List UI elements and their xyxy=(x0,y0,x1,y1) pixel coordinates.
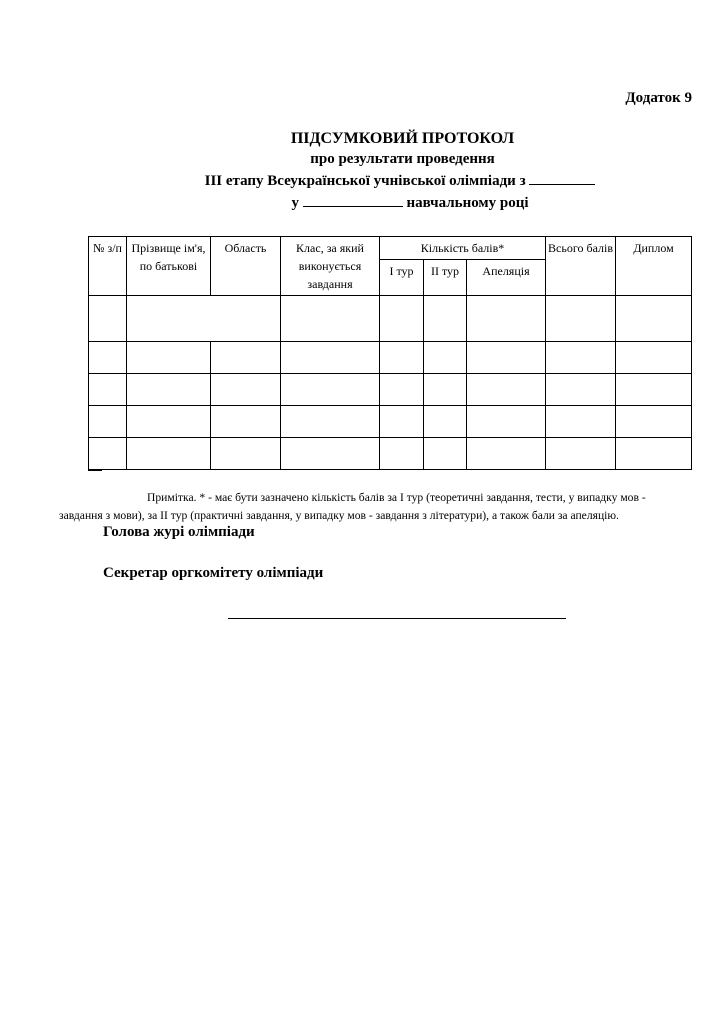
signature-line[interactable] xyxy=(228,618,566,619)
table-cell[interactable] xyxy=(467,296,546,342)
table-cell[interactable] xyxy=(211,438,281,470)
title-line-4-suffix: навчальному році xyxy=(406,195,529,211)
table-cell[interactable] xyxy=(89,342,127,374)
table-cell[interactable] xyxy=(89,406,127,438)
table-row xyxy=(89,374,692,406)
table-cell[interactable] xyxy=(281,342,380,374)
subject-blank[interactable] xyxy=(529,170,595,185)
table-cell[interactable] xyxy=(424,374,467,406)
table-cell[interactable] xyxy=(380,342,424,374)
jury-head-label: Голова журі олімпіади xyxy=(103,524,255,540)
table-cell[interactable] xyxy=(424,342,467,374)
year-blank[interactable] xyxy=(303,192,403,207)
table-cell[interactable] xyxy=(467,406,546,438)
table-cell[interactable] xyxy=(546,374,616,406)
table-cell[interactable] xyxy=(616,296,692,342)
document-title xyxy=(0,128,725,214)
header-scores: Кількість балів* xyxy=(380,237,546,260)
table-cell[interactable] xyxy=(546,342,616,374)
table-cell[interactable] xyxy=(127,438,211,470)
table-cell[interactable] xyxy=(380,406,424,438)
table-cell[interactable] xyxy=(546,438,616,470)
title-line-3-text: ІІІ етапу Всеукраїнської учнівської олімпіади з xyxy=(204,173,526,189)
table-row xyxy=(89,406,692,438)
table-cell[interactable] xyxy=(616,374,692,406)
table-row xyxy=(89,438,692,470)
table-corner-mark xyxy=(88,470,102,471)
title-line-2: про результати проведення xyxy=(310,151,495,167)
table-cell[interactable] xyxy=(467,374,546,406)
table-cell[interactable] xyxy=(467,438,546,470)
table-cell[interactable] xyxy=(281,374,380,406)
title-line-1: ПІДСУМКОВИЙ ПРОТОКОЛ xyxy=(290,130,515,147)
title-line-4 xyxy=(0,192,725,214)
table-cell[interactable] xyxy=(546,406,616,438)
table-row xyxy=(89,342,692,374)
header-name: Прізвище ім'я, по батькові xyxy=(127,237,211,296)
footnote xyxy=(59,489,689,525)
table-row xyxy=(89,296,692,342)
header-tour-1: І тур xyxy=(380,260,424,296)
table-cell[interactable] xyxy=(616,438,692,470)
appendix-label: Додаток 9 xyxy=(625,90,692,106)
table-cell[interactable] xyxy=(616,342,692,374)
footnote-line-1: Примітка. * - має бути зазначено кількість балів за І тур (теоретичні завдання, тести, у випадку мов - xyxy=(147,491,646,504)
header-appeal: Апеляція xyxy=(467,260,546,296)
table-cell[interactable] xyxy=(546,296,616,342)
footnote-line-2: завдання з мови), за ІІ тур (практичні завдання, у випадку мов - завдання з літератури), а також бали за апеляцію. xyxy=(59,509,619,522)
header-tour-2: ІІ тур xyxy=(424,260,467,296)
table-cell[interactable] xyxy=(89,374,127,406)
table-cell[interactable] xyxy=(211,374,281,406)
secretary-label: Секретар оргкомітету олімпіади xyxy=(103,565,324,581)
table-cell[interactable] xyxy=(616,406,692,438)
table-cell[interactable] xyxy=(211,406,281,438)
table-cell[interactable] xyxy=(424,438,467,470)
header-region: Область xyxy=(211,237,281,296)
table-cell[interactable] xyxy=(467,342,546,374)
protocol-table xyxy=(88,236,692,470)
table-cell[interactable] xyxy=(127,296,281,342)
table-cell[interactable] xyxy=(89,296,127,342)
header-total: Всього балів xyxy=(546,237,616,296)
header-grade: Клас, за який виконується завдання xyxy=(281,237,380,296)
table-cell[interactable] xyxy=(380,438,424,470)
table-cell[interactable] xyxy=(380,296,424,342)
table-cell[interactable] xyxy=(281,296,380,342)
table-cell[interactable] xyxy=(281,438,380,470)
header-num: № з/п xyxy=(89,237,127,296)
table-cell[interactable] xyxy=(89,438,127,470)
table-cell[interactable] xyxy=(127,406,211,438)
table-cell[interactable] xyxy=(211,342,281,374)
table-cell[interactable] xyxy=(281,406,380,438)
table-cell[interactable] xyxy=(380,374,424,406)
header-diploma: Диплом xyxy=(616,237,692,296)
table-cell[interactable] xyxy=(424,406,467,438)
table-cell[interactable] xyxy=(424,296,467,342)
table-cell[interactable] xyxy=(127,374,211,406)
title-line-4-prefix: у xyxy=(291,195,299,211)
title-line-3 xyxy=(0,170,725,192)
table-cell[interactable] xyxy=(127,342,211,374)
